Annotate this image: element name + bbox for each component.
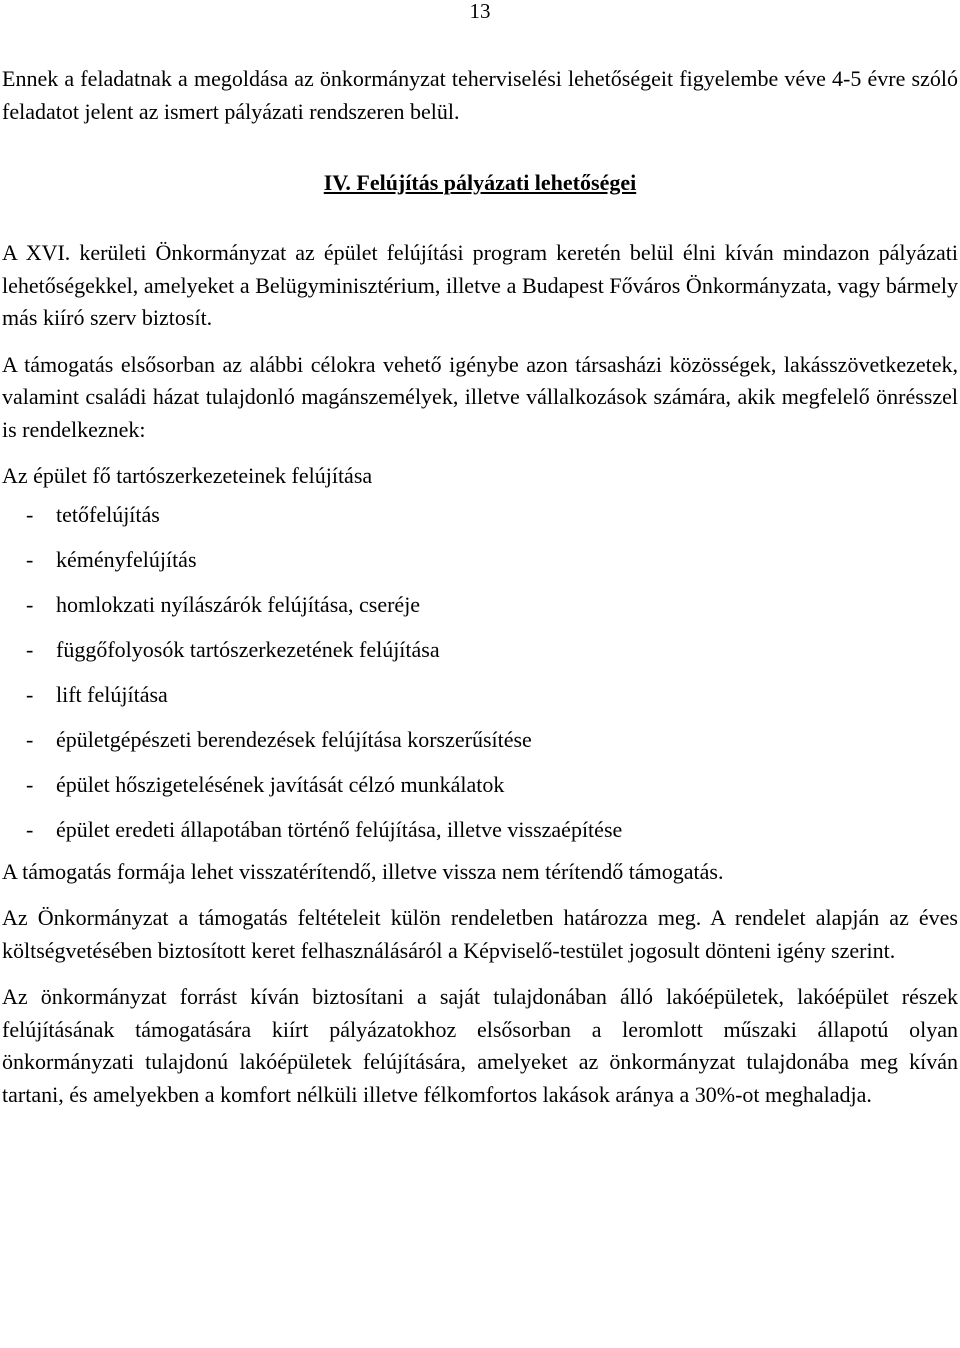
list-item: - épület eredeti állapotában történő felújítása, illetve visszaépítése	[26, 816, 623, 842]
intro-paragraph: Ennek a feladatnak a megoldása az önkormányzat teherviselési lehetőségeit figyelembe véve 4-5 évre szóló feladatot jelent az ismert pályázati rendszeren belül.	[2, 66, 958, 124]
support-paragraph: A támogatás elsősorban az alábbi célokra vehető igénybe azon társasházi közösségek, lakásszövetkezetek, valamint családi házat tulajdonló magánszemélyek, illetve vállalkozások számára, akik megfelelő önrésszel is rendelkeznek:	[2, 351, 958, 442]
list-item: - lift felújítása	[26, 681, 168, 707]
list-item: - homlokzati nyílászárók felújítása, cseréje	[26, 591, 421, 617]
renovation-list	[2, 492, 958, 852]
list-item: - épületgépészeti berendezések felújítása korszerűsítése	[26, 726, 532, 752]
support-form-paragraph: A támogatás formája lehet visszatérítendő, illetve vissza nem térítendő támogatás.	[2, 858, 724, 884]
page-number: 13	[469, 0, 491, 23]
list-item: - épület hőszigetelésének javítását célzó munkálatok	[26, 771, 505, 797]
conditions-paragraph: Az Önkormányzat a támogatás feltételeit külön rendeletben határozza meg. A rendelet alapján az éves költségvetésében biztosított keret felhasználásáról a Képviselő-testület jogosult dönteni igény szerint.	[2, 905, 958, 963]
list-heading: Az épület fő tartószerkezeteinek felújítása	[2, 463, 373, 488]
list-item: - kéményfelújítás	[26, 546, 197, 572]
program-paragraph: A XVI. kerületi Önkormányzat az épület felújítási program keretén belül élni kíván mindazon pályázati lehetőségekkel, amelyeket a Belügyminisztérium, illetve a Budapest Főváros Önkormányzata, vagy bármely más kiíró szerv biztosít.	[2, 240, 958, 330]
list-item: - függőfolyosók tartószerkezetének felújítása	[26, 636, 440, 662]
list-item: - tetőfelújítás	[26, 501, 160, 527]
funding-paragraph: Az önkormányzat forrást kíván biztosítani a saját tulajdonában álló lakóépületek, lakóépület részek felújításának támogatására kiírt pályázatokhoz elsősorban a leromlott műszaki állapotú olyan önkormányzati tulajdonú lakóépületek felújítására, amelyeket az önkormányzat tulajdonába meg kíván tartani, és amelyekben a komfort nélküli illetve félkomfortos lakások aránya a 30%-ot meghaladja.	[2, 984, 958, 1107]
document-body	[2, 63, 958, 1111]
section-heading: IV. Felújítás pályázati lehetőségei	[323, 170, 637, 195]
